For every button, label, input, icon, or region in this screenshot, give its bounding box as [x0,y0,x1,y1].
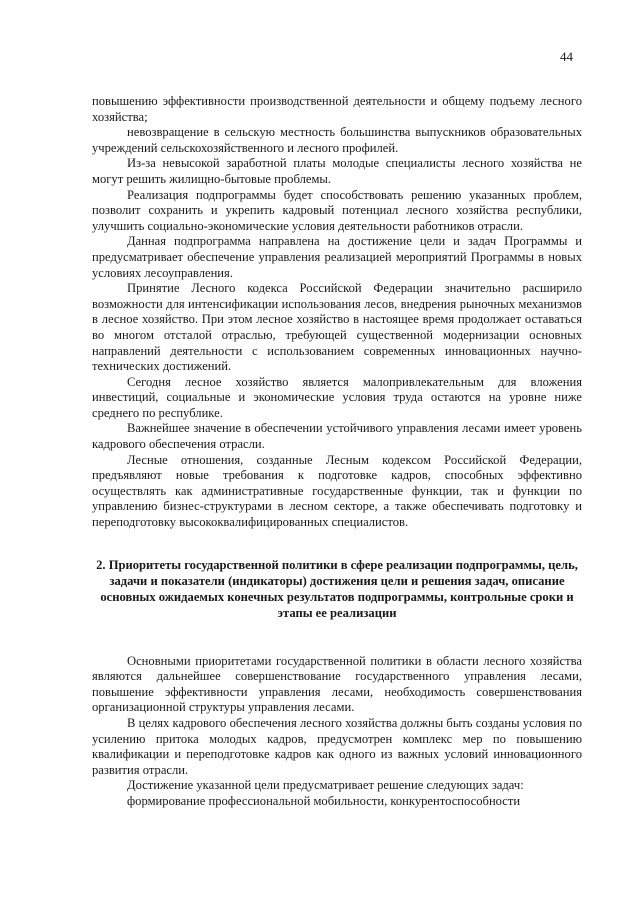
section-heading: 2. Приоритеты государственной политики в сфере реализации подпрограммы, цель, задачи и показатели (индикаторы) достижения цели и решения задач, описание основных ожидаемых конечных результатов подпрограммы, контрольные сроки и этапы ее реализации [96,557,578,620]
paragraph: невозвращение в сельскую местность большинства выпускников образовательных учреждений сельскохозяйственного и лесного профилей. [92,125,582,155]
document-body [92,94,582,810]
paragraph: формирование профессиональной мобильности, конкурентоспособности [127,793,521,808]
paragraph: Лесные отношения, созданные Лесным кодексом Российской Федерации, предъявляют новые требования к подготовке кадров, способных эффективно осуществлять как административные государственные функции, так и функции по управлению бизнес-структурами в лесном секторе, а также обеспечивать подготовку и переподготовку высококвалифицированных специалистов. [92,452,582,530]
paragraph: Важнейшее значение в обеспечении устойчивого управления лесами имеет уровень кадрового обеспечения отрасли. [92,421,582,452]
page-number: 44 [560,49,573,64]
paragraph: В целях кадрового обеспечения лесного хозяйства должны быть созданы условия по усилению притока молодых кадров, предусмотрен комплекс мер по повышению квалификации и переподготовке кадров как одного из важных условий инновационного развития отрасли. [92,716,582,777]
paragraph: Основными приоритетами государственной политики в области лесного хозяйства являются дальнейшее совершенствование государственного управления лесами, повышение эффективности управления лесами, необходимость совершенствования организационной структуры управления лесами. [92,653,582,715]
paragraph: Данная подпрограмма направлена на достижение цели и задач Программы и предусматривает обеспечение управления реализацией мероприятий Программы в новых условиях лесоуправления. [92,234,582,280]
paragraph: Достижение указанной цели предусматривает решение следующих задач: [127,778,524,793]
paragraph: повышению эффективности производственной деятельности и общему подъему лесного хозяйства; [92,94,582,124]
paragraph: Сегодня лесное хозяйство является малопривлекательным для вложения инвестиций, социальные и экономические условия труда остаются на уровне ниже среднего по республике. [92,374,582,420]
paragraph: Принятие Лесного кодекса Российской Федерации значительно расширило возможности для интенсификации использования лесов, внедрения рыночных механизмов в лесное хозяйство. При этом лесное хозяйство в настоящее время продолжает оставаться во многом отсталой отраслью, требующей существенной модернизации основных направлений деятельности с использованием современных инновационных научно-технических достижений. [92,281,582,374]
section-body [92,654,582,810]
paragraph: Реализация подпрограммы будет способствовать решению указанных проблем, позволит сохранить и укрепить кадровый потенциал лесного хозяйства республики, улучшить социально-экономические условия деятельности работников отрасли. [92,187,582,233]
paragraph: Из-за невысокой заработной платы молодые специалисты лесного хозяйства не могут решить жилищно-бытовые проблемы. [92,156,582,186]
